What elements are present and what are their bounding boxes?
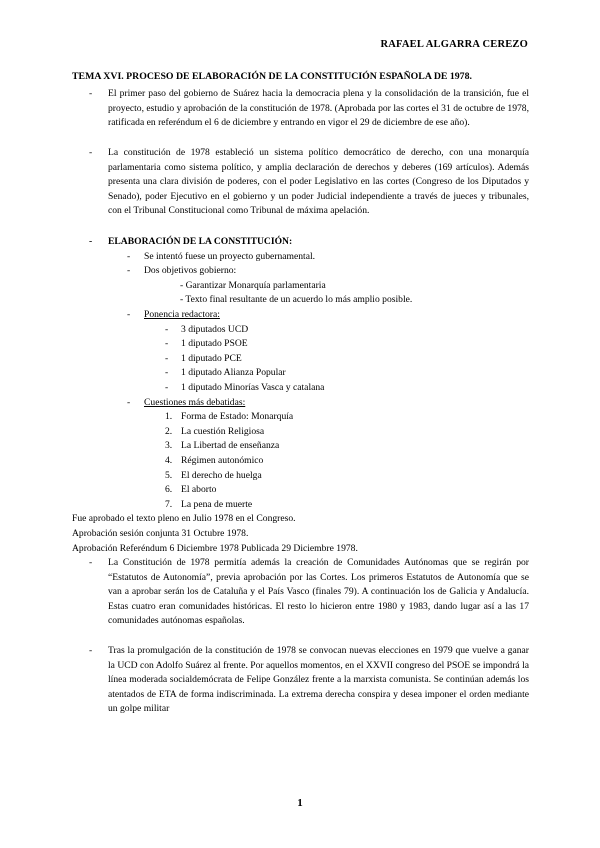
bullet-dash: - [89, 236, 93, 247]
section-heading: ELABORACIÓN DE LA CONSTITUCIÓN: [108, 236, 293, 247]
goal-item: - Garantizar Monarquía parlamentaria [180, 280, 326, 291]
bullet-dash: - [165, 338, 169, 349]
ponencia-item: 1 diputado Minorías Vasca y catalana [181, 382, 325, 393]
list-number: 4. [165, 455, 173, 466]
bullet-dash: - [127, 397, 131, 408]
intro-bullet-1 [89, 87, 529, 147]
closing-paragraph: Tras la promulgación de la constitución de 1978 se convocan nuevas elecciones en 1979 que vuelve a ganar la UCD con Adolfo Suárez al frente. Por aquellos momentos, en el XXVII congreso del PSOE se impondrá la línea moderada socialdemócrata de Felipe González frente a la marxista comunista. Se continúan además los atentados de ETA de forma indiscriminada. La extrema derecha conspira y desea imponer el orden mediante un golpe militar [108, 645, 529, 715]
bullet-dash: - [165, 324, 169, 335]
bullet-dash: - [89, 88, 93, 99]
ponencia-item: 1 diputado PCE [181, 353, 242, 364]
ponencia-item: 1 diputado PSOE [181, 338, 248, 349]
goal-item: - Texto final resultante de un acuerdo lo más amplio posible. [180, 294, 413, 305]
cuestion-item: Régimen autonómico [181, 455, 264, 466]
cuestion-item: La Libertad de enseñanza [181, 440, 280, 451]
list-number: 3. [165, 440, 173, 451]
list-number: 5. [165, 470, 173, 481]
document-title: TEMA XVI. PROCESO DE ELABORACIÓN DE LA CONSTITUCIÓN ESPAÑOLA DE 1978. [72, 71, 472, 82]
bullet-dash: - [165, 353, 169, 364]
list-number: 2. [165, 426, 173, 437]
list-number: 1. [165, 411, 173, 422]
cuestion-item: El aborto [181, 484, 217, 495]
cuestion-item: El derecho de huelga [181, 470, 262, 481]
bullet-dash: - [127, 251, 131, 262]
approval-line: Aprobación Referéndum 6 Diciembre 1978 Publicada 29 Diciembre 1978. [72, 543, 358, 554]
closing-bullet-2 [89, 644, 529, 718]
ponencia-item: 1 diputado Alianza Popular [181, 367, 286, 378]
intro-paragraph: La constitución de 1978 estableció un sistema político democrático de derecho, con una monarquía parlamentaria como sistema político, y amplia declaración de derechos y deberes (169 artículos). Además presenta una clara división de poderes, con el poder Legislativo en las cortes (Congreso de los Diputados y Senado), poder Ejecutivo en el gobierno y un poder Judicial independiente a través de jueces y tribunales, con el Tribunal Constitucional como Tribunal de máxima apelación. [108, 147, 529, 217]
cuestion-item: Forma de Estado: Monarquía [181, 411, 294, 422]
bullet-dash: - [127, 309, 131, 320]
list-item: Se intentó fuese un proyecto gubernamental. [144, 251, 316, 262]
intro-paragraph: El primer paso del gobierno de Suárez hacia la democracia plena y la consolidación de la transición, fue el proyecto, estudio y aprobación de la constitución de 1978. (Aprobada por las cortes el 31 de octubre de 1978, ratificada en referéndum el 6 de diciembre y entrando en vigor el 29 de diciembre de ese año). [108, 88, 529, 129]
intro-bullet-2 [89, 146, 529, 236]
ponencia-label: Ponencia redactora: [144, 309, 220, 320]
cuestion-item: La pena de muerte [181, 499, 253, 510]
ponencia-item: 3 diputados UCD [181, 324, 249, 335]
cuestion-item: La cuestión Religiosa [181, 426, 265, 437]
closing-bullet-1 [89, 556, 529, 644]
cuestiones-label: Cuestiones más debatidas: [144, 397, 246, 408]
bullet-dash: - [89, 147, 93, 158]
list-number: 6. [165, 484, 173, 495]
bullet-dash: - [127, 265, 131, 276]
page-number: 1 [297, 797, 303, 809]
bullet-dash: - [89, 645, 93, 656]
bullet-dash: - [165, 367, 169, 378]
list-item: Dos objetivos gobierno: [144, 265, 237, 276]
approval-line: Fue aprobado el texto pleno en Julio 1978 en el Congreso. [72, 513, 296, 524]
bullet-dash: - [89, 557, 93, 568]
closing-paragraph: La Constitución de 1978 permitía además la creación de Comunidades Autónomas que se regirán por “Estatutos de Autonomía”, previa aprobación por las Cortes. Los primeros Estatutos de Autonomía que se van a aprobar serán los de Cataluña y el País Vasco (finales 79). A continuación los de Galicia y Andalucía. Estas cuatro eran comunidades históricas. El resto lo hicieron entre 1980 y 1983, dando lugar así a las 17 comunidades autónomas españolas. [108, 557, 529, 627]
approval-line: Aprobación sesión conjunta 31 Octubre 1978. [72, 528, 249, 539]
author-header: RAFAEL ALGARRA CEREZO [380, 39, 528, 50]
list-number: 7. [165, 499, 173, 510]
bullet-dash: - [165, 382, 169, 393]
